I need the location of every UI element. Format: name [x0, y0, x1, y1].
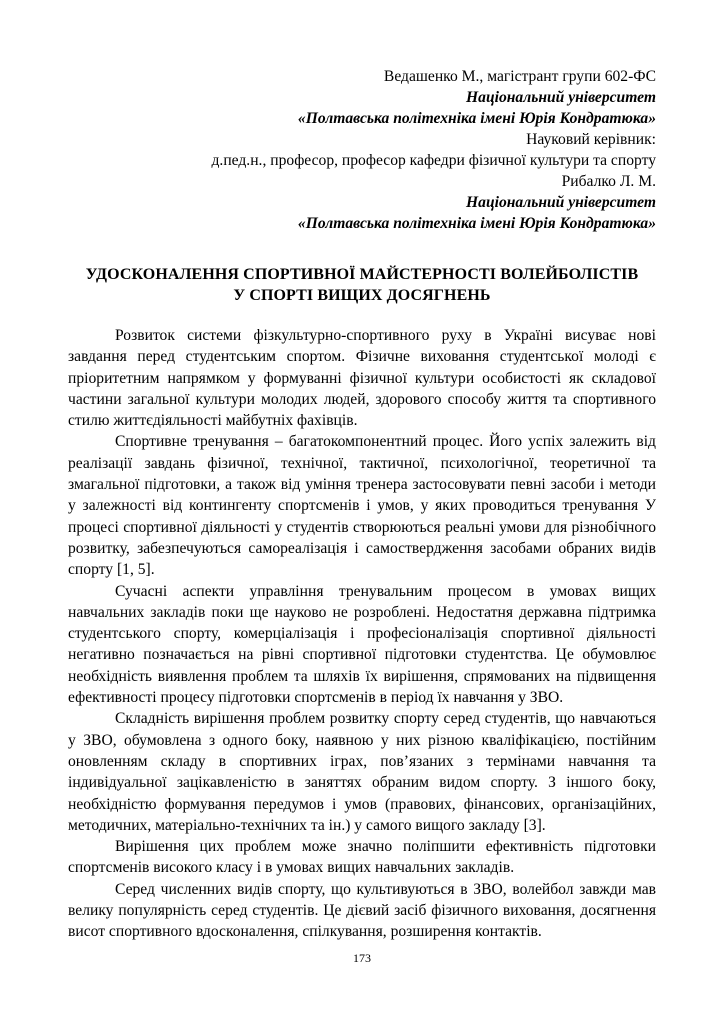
- supervisor-university-name: «Полтавська політехніка імені Юрія Кондратюка»: [297, 215, 656, 232]
- paragraph-4: Складність вирішення проблем розвитку спорту серед студентів, що навчаються у ЗВО, обумовлена з одного боку, наявною у них різною кваліфікацією, постійним оновленням складу в спортивних іграх, пов’язаних з термінами навчання та індивідуальної зацікавленістю в заняттях обраним видом спорту. З іншого боку, необхідністю формування передумов і умов (правових, фінансових, організаційних, методичних, матеріально-технічних та ін.) у самого вищого закладу [3].: [68, 710, 656, 834]
- paragraph-5: Вирішення цих проблем може значно поліпшити ефективність підготовки спортсменів високого класу і в умовах вищих навчальних закладів.: [68, 838, 656, 877]
- supervisor-name: Рибалко Л. М.: [561, 173, 656, 190]
- supervisor-title: д.пед.н., професор, професор кафедри фізичної культури та спорту: [211, 152, 656, 169]
- supervisor-university: Національний університет: [466, 194, 656, 211]
- document-page: [68, 66, 656, 943]
- author-name: Ведашенко М., магістрант групи 602-ФС: [383, 68, 656, 85]
- paragraph-1: Розвиток системи фізкультурно-спортивного руху в Україні висуває нові завдання перед студентським спортом. Фізичне виховання студентської молоді є пріоритетним напрямком у формуванні фізичної культури особистості як складової частини загальної культури молодих людей, здорового способу життя та спортивного стилю життєдіяльності майбутніх фахівців.: [68, 327, 656, 430]
- paragraph-3: Сучасні аспекти управління тренувальним процесом в умовах вищих навчальних закладів поки ще науково не розроблені. Недостатня державна підтримка студентського спорту, комерціалізація і професіоналізація спортивної діяльності негативно позначається на рівні спортивної підготовки студентства. Це обумовлює необхідність виявлення проблем та шляхів їх вирішення, спрямованих на підвищення ефективності процесу підготовки спортсменів в період їх навчання у ЗВО.: [68, 582, 656, 707]
- page-number: 173: [353, 951, 371, 965]
- paper-body: [68, 325, 656, 943]
- paper-title-line-2: У СПОРТІ ВИЩИХ ДОСЯГНЕНЬ: [233, 287, 491, 304]
- paper-title-line-1: УДОСКОНАЛЕННЯ СПОРТИВНОЇ МАЙСТЕРНОСТІ ВОЛЕЙБОЛІСТІВ: [85, 266, 639, 283]
- author-university-name: «Полтавська політехніка імені Юрія Кондратюка»: [297, 110, 656, 127]
- paragraph-2: Спортивне тренування – багатокомпонентний процес. Його успіх залежить від реалізації завдань фізичної, технічної, тактичної, психологічної, теоретичної та змагальної підготовки, а також від уміння тренера застосовувати певні засоби і методи у залежності від контингенту спортсменів і умов, у яких проводиться тренування У процесі спортивної діяльності у студентів створюються реальні умови для різнобічного розвитку, забезпечуються самореалізація і самоствердження засобами обраних видів спорту [1, 5].: [68, 433, 656, 579]
- author-affiliation-block: [68, 66, 656, 234]
- author-university: Національний університет: [466, 89, 656, 106]
- paper-title: [68, 264, 656, 306]
- supervisor-label: Науковий керівник:: [526, 131, 656, 148]
- paragraph-6: Серед численних видів спорту, що культивуються в ЗВО, волейбол завжди мав велику популярність серед студентів. Це дієвий засіб фізичного виховання, досягнення висот спортивного вдосконалення, спілкування, розширення контактів.: [68, 880, 656, 941]
